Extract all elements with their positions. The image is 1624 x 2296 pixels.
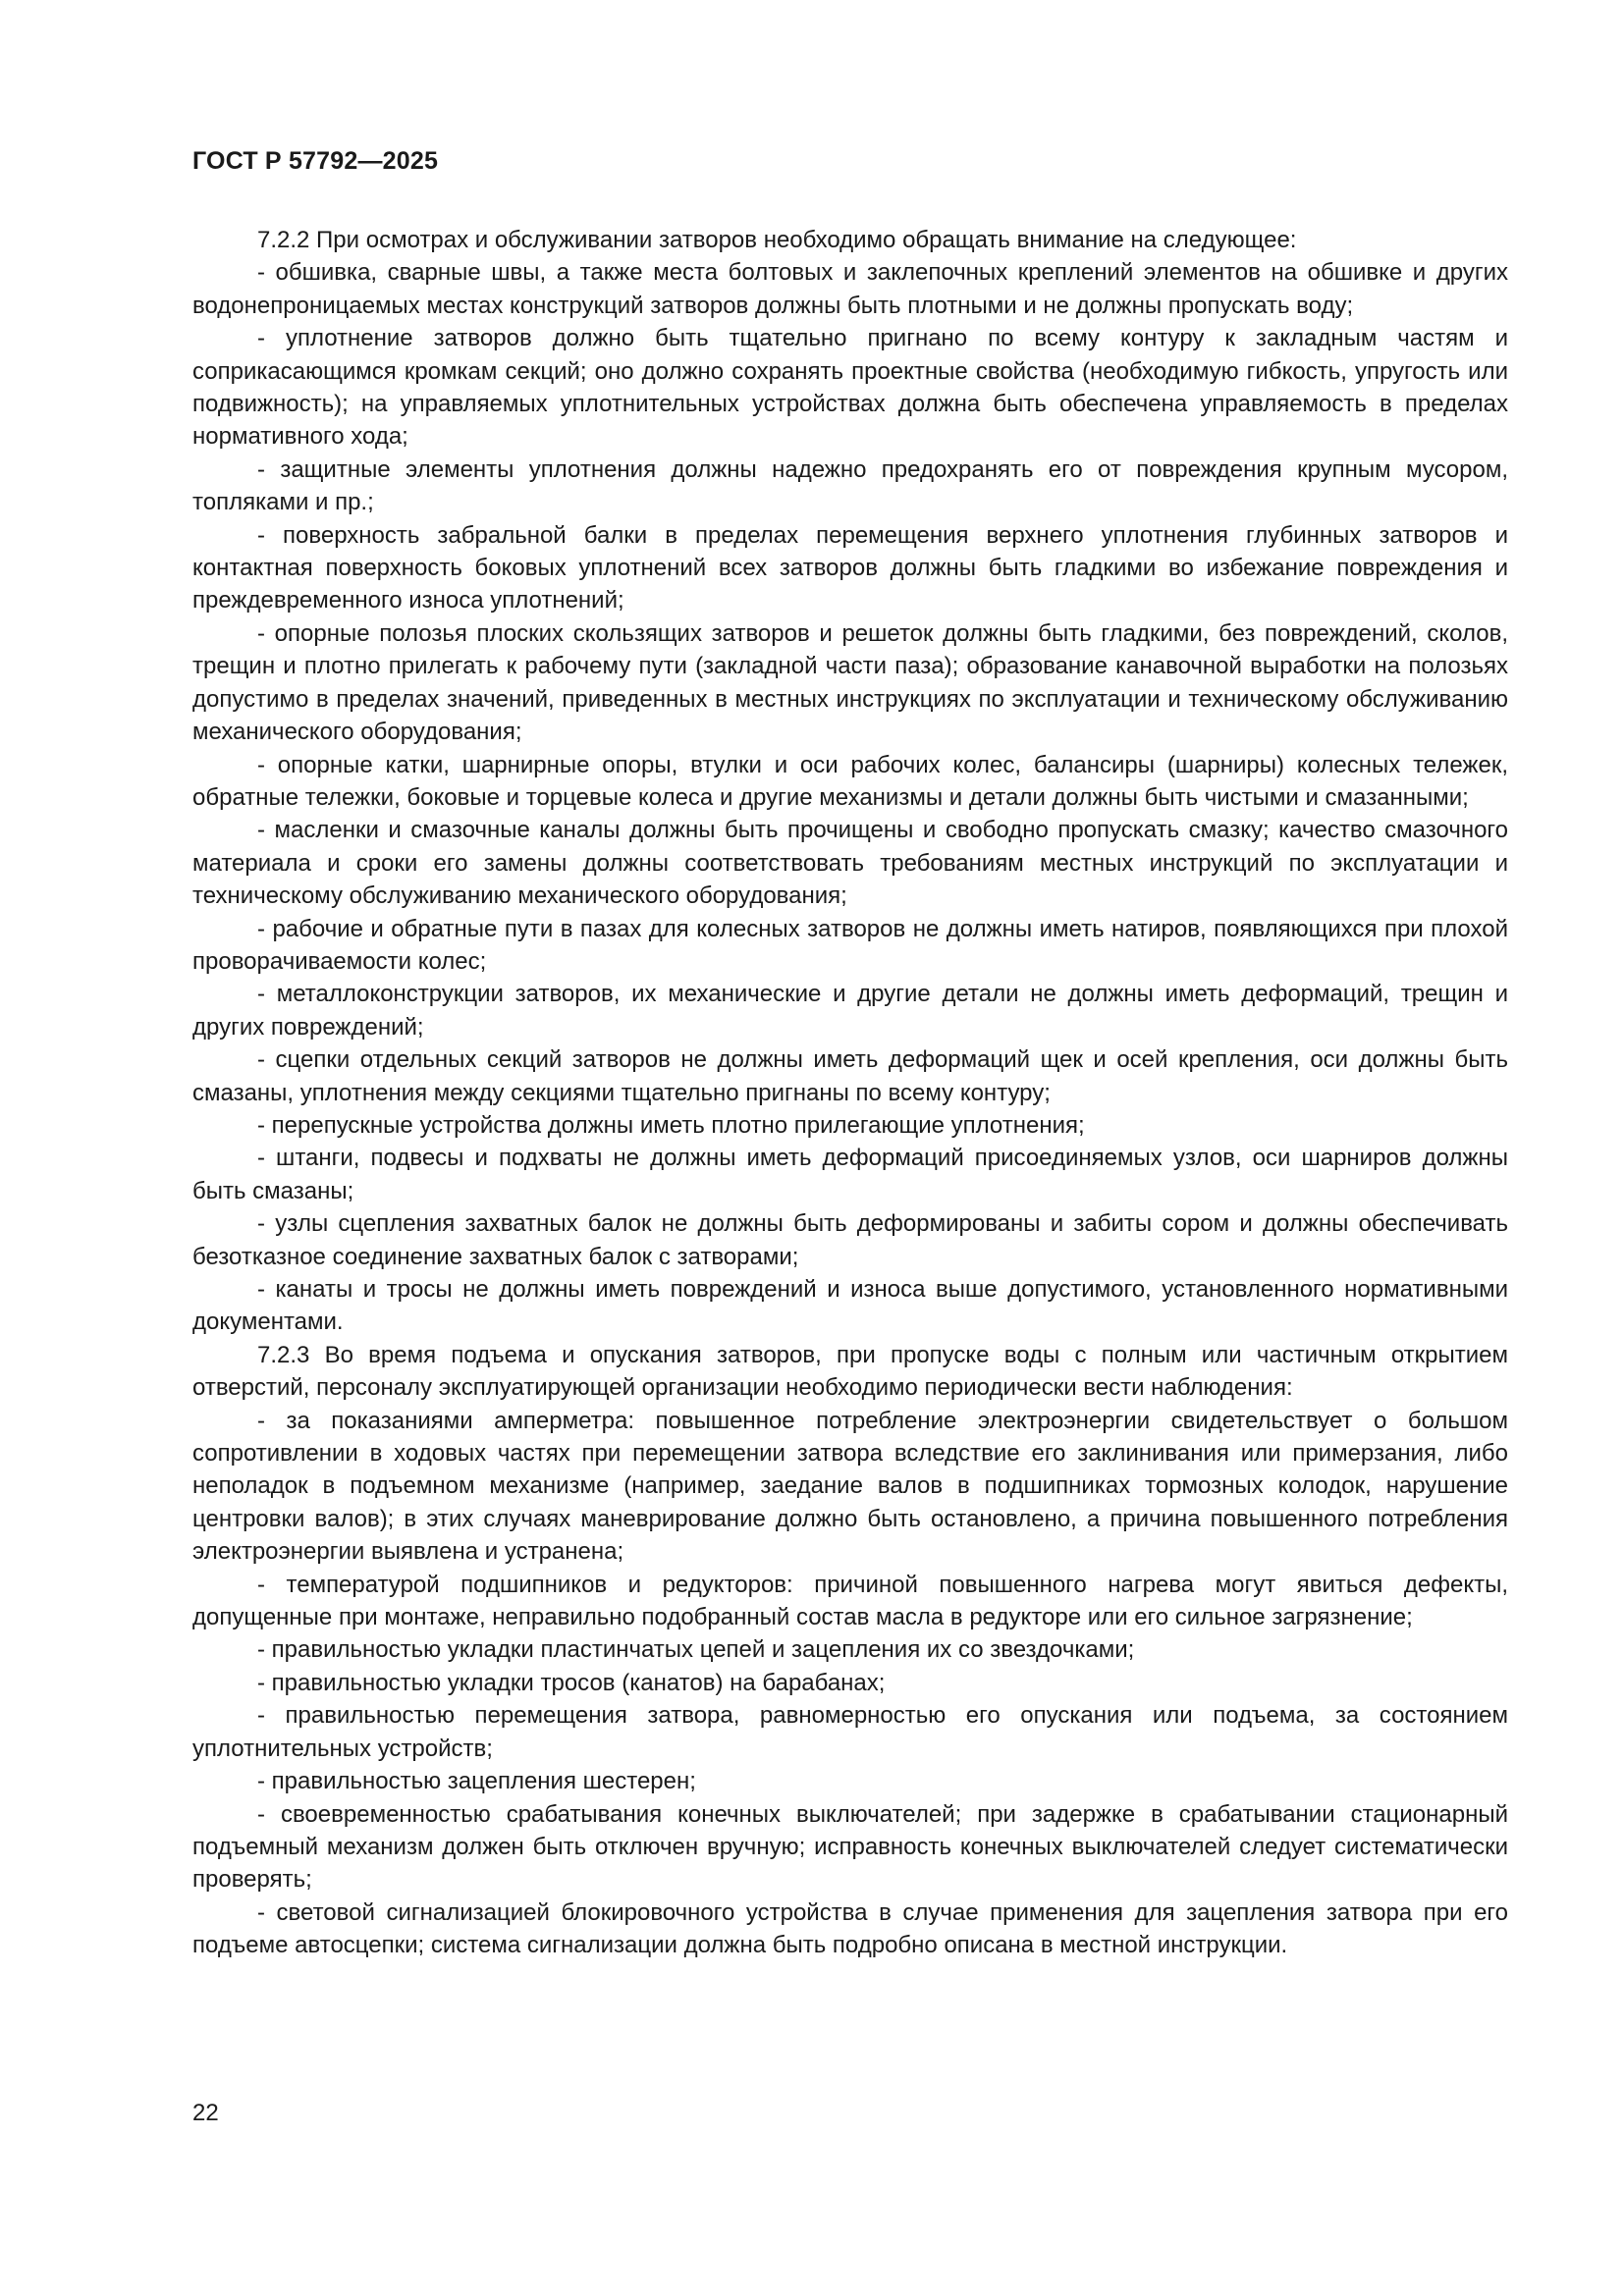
paragraph: - правильностью перемещения затвора, равномерностью его опускания или подъема, за состоянием уплотнительных устройств; [192,1702,1508,1762]
paragraph: - опорные полозья плоских скользящих затворов и решеток должны быть гладкими, без повреждений, сколов, трещин и плотно прилегать к рабочему пути (закладной части паза); образование канавочной выработки на полозьях допустимо в пределах значений, приведенных в местных инструкциях по эксплуатации и техническому обслуживанию механического оборудования; [192,619,1508,746]
paragraph: - узлы сцепления захватных балок не должны быть деформированы и забиты сором и должны обеспечивать безотказное соединение захватных балок с затворами; [192,1210,1508,1270]
paragraph: - металлоконструкции затворов, их механические и другие детали не должны иметь деформаций, трещин и других повреждений; [192,981,1508,1041]
paragraph: - за показаниями амперметра: повышенное потребление электроэнергии свидетельствует о большом сопротивлении в ходовых частях при перемещении затвора вследствие его заклинивания или примерзания, либо неполадок в подъемном механизме (например, заедание валов в подшипниках тормозных колодок, нарушение центровки валов); в этих случаях маневрирование должно быть остановлено, а причина повышенного потребления электроэнергии выявлена и устранена; [192,1407,1508,1566]
paragraph: - температурой подшипников и редукторов: причиной повышенного нагрева могут явиться дефекты, допущенные при монтаже, неправильно подобранный состав масла в редукторе или его сильное загрязнение; [192,1571,1508,1631]
paragraph: - опорные катки, шарнирные опоры, втулки и оси рабочих колес, балансиры (шарниры) колесных тележек, обратные тележки, боковые и торцевые колеса и другие механизмы и детали должны быть чистыми и смазанными; [192,751,1508,811]
paragraph: - световой сигнализацией блокировочного устройства в случае применения для зацепления затвора при его подъеме автосцепки; система сигнализации должна быть подробно описана в местной инструкции. [192,1898,1508,1959]
paragraph: - канаты и тросы не должны иметь повреждений и износа выше допустимого, установленного нормативными документами. [192,1276,1508,1336]
paragraph: - перепускные устройства должны иметь плотно прилегающие уплотнения; [257,1111,1085,1139]
paragraph: - защитные элементы уплотнения должны надежно предохранять его от повреждения крупным мусором, топляками и пр.; [192,455,1508,516]
paragraph: - правильностью укладки тросов (канатов) на барабанах; [257,1669,886,1696]
paragraph: 7.2.2 При осмотрах и обслуживании затворов необходимо обращать внимание на следующее: [257,227,1297,253]
paragraph: - рабочие и обратные пути в пазах для колесных затворов не должны иметь натиров, появляющихся при плохой проворачиваемости колес; [192,915,1508,975]
document-body [192,224,1508,1962]
paragraph: - уплотнение затворов должно быть тщательно пригнано по всему контуру к закладным частям и соприкасающимся кромкам секций; оно должно сохранять проектные свойства (необходимую гибкость, упругость или подвижность); на управляемых уплотнительных устройствах должна быть обеспечена управляемость в пределах нормативного хода; [192,325,1508,451]
paragraph: - сцепки отдельных секций затворов не должны иметь деформаций щек и осей крепления, оси должны быть смазаны, уплотнения между секциями тщательно пригнаны по всему контуру; [192,1046,1508,1106]
paragraph: - масленки и смазочные каналы должны быть прочищены и свободно пропускать смазку; качество смазочного материала и сроки его замены должны соответствовать требованиям местных инструкций по эксплуатации и техническому обслуживанию механического оборудования; [192,817,1508,910]
paragraph: - штанги, подвесы и подхваты не должны иметь деформаций присоединяемых узлов, оси шарниров должны быть смазаны; [192,1145,1508,1204]
paragraph: - обшивка, сварные швы, а также места болтовых и заклепочных креплений элементов на обшивке и других водонепроницаемых местах конструкций затворов должны быть плотными и не должны пропускать воду; [192,259,1508,319]
paragraph: 7.2.3 Во время подъема и опускания затворов, при пропуске воды с полным или частичным открытием отверстий, персоналу эксплуатирующей организации необходимо периодически вести наблюдения: [192,1341,1508,1402]
paragraph: - правильностью зацепления шестерен; [257,1768,696,1795]
paragraph: - правильностью укладки пластинчатых цепей и зацепления их со звездочками; [257,1636,1135,1664]
paragraph: - поверхность забральной балки в пределах перемещения верхнего уплотнения глубинных затворов и контактная поверхность боковых уплотнений всех затворов должны быть гладкими во избежание повреждения и преждевременного износа уплотнений; [192,521,1508,614]
paragraph: - своевременностью срабатывания конечных выключателей; при задержке в срабатывании стационарный подъемный механизм должен быть отключен вручную; исправность конечных выключателей следует систематически проверять; [192,1800,1508,1894]
page-number: 22 [192,2100,219,2126]
document-header: ГОСТ Р 57792—2025 [192,147,439,175]
